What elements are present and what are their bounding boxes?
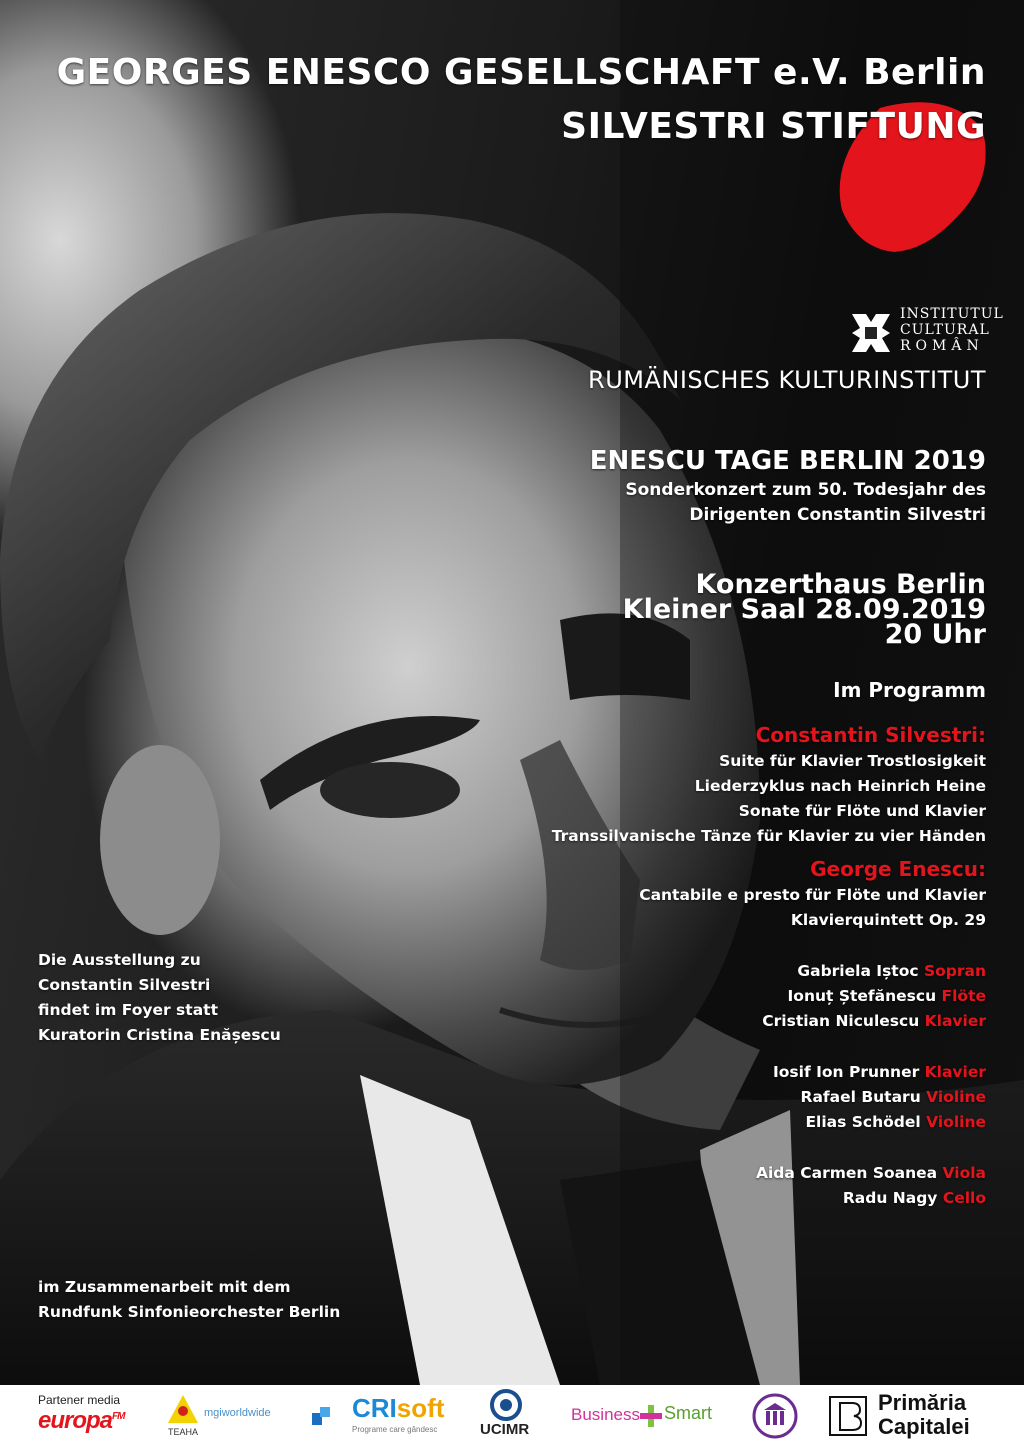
cube-icon (310, 1405, 332, 1427)
performer-role: Violine (926, 1088, 986, 1106)
performer (756, 1164, 986, 1182)
performer-name: Ionuț Ștefănescu (787, 987, 937, 1005)
performer-name: Aida Carmen Soanea (756, 1164, 938, 1182)
europa-word: europa (38, 1407, 113, 1434)
primaria-b-icon (828, 1395, 868, 1437)
performer-name: Gabriela Iștoc (797, 962, 919, 980)
sponsor-bar (0, 1385, 1024, 1448)
event-subtitle: Dirigenten Constantin Silvestri (689, 505, 986, 525)
performer (843, 1189, 986, 1207)
crisoft-logo (352, 1393, 444, 1424)
program-work: Cantabile e presto für Flöte und Klavier (639, 886, 986, 904)
performer-name: Iosif Ion Prunner (773, 1063, 920, 1081)
organizer-title: GEORGES ENESCO GESELLSCHAFT e.V. Berlin (56, 52, 986, 93)
performer (773, 1063, 986, 1081)
program-work: Klavierquintett Op. 29 (790, 911, 986, 929)
media-partner-label: Partener media (38, 1393, 121, 1407)
exhibition-line: Constantin Silvestri (38, 976, 211, 994)
performer (762, 1012, 986, 1030)
institute-name: RUMÄNISCHES KULTURINSTITUT (588, 366, 986, 394)
composer-name: George Enescu: (810, 857, 986, 881)
composer-name: Constantin Silvestri: (755, 723, 986, 747)
exhibition-line: findet im Foyer statt (38, 1001, 218, 1019)
performer-name: Rafael Butaru (800, 1088, 921, 1106)
performer-role: Viola (942, 1164, 986, 1182)
icr-cross-icon (848, 310, 894, 356)
teatra-triangle-icon (166, 1393, 200, 1427)
icr-line: ROMÂN (900, 338, 984, 354)
crisoft-tagline: Programe care gândesc (352, 1425, 438, 1434)
institution-emblem-icon (752, 1393, 798, 1439)
business-word: Business (571, 1405, 640, 1424)
icr-line: CULTURAL (900, 322, 990, 338)
performer-name: Radu Nagy (842, 1189, 938, 1207)
exhibition-note (38, 948, 281, 1048)
fm-word: FM (112, 1411, 125, 1422)
foundation-title: SILVESTRI STIFTUNG (561, 106, 986, 147)
primaria-line: Primăria (878, 1390, 967, 1415)
europa-fm-logo (38, 1407, 124, 1435)
event-subtitle: Sonderkonzert zum 50. Todesjahr des (625, 480, 986, 500)
cooperation-note (38, 1275, 340, 1325)
performer-name: Cristian Niculescu (762, 1012, 920, 1030)
venue-name: Konzerthaus Berlin (695, 569, 986, 600)
program-heading: Im Programm (833, 678, 986, 702)
performer-role: Cello (942, 1189, 986, 1207)
exhibition-line: Die Ausstellung zu (38, 951, 201, 969)
cooperation-line: Rundfunk Sinfonieorchester Berlin (38, 1303, 341, 1321)
soft-word: soft (396, 1393, 445, 1423)
performer-role: Klavier (924, 1063, 986, 1081)
cooperation-line: im Zusammenarbeit mit dem (38, 1278, 291, 1296)
performer (797, 962, 986, 980)
business-smart-cross-icon (640, 1405, 662, 1427)
ucimr-label: UCIMR (480, 1421, 530, 1438)
smart-word: Smart (664, 1403, 713, 1423)
cri-word: CRI (352, 1393, 397, 1423)
program-work: Liederzyklus nach Heinrich Heine (694, 777, 986, 795)
ucimr-swirl-icon (490, 1389, 522, 1421)
mgi-logo: mgiworldwide (204, 1407, 271, 1419)
performer-role: Violine (926, 1113, 986, 1131)
icr-wordmark (900, 306, 1004, 354)
event-time: 20 Uhr (884, 619, 986, 650)
performer-name: Elias Schödel (805, 1113, 921, 1131)
venue-date: Kleiner Saal 28.09.2019 (622, 594, 986, 625)
performer (788, 987, 986, 1005)
performer-role: Flöte (941, 987, 986, 1005)
program-work: Sonate für Flöte und Klavier (738, 802, 986, 820)
performer (805, 1113, 986, 1131)
performer-role: Sopran (923, 962, 986, 980)
icr-line: INSTITUTUL (900, 306, 1004, 322)
primaria-line: Capitalei (878, 1414, 970, 1439)
performer (801, 1088, 986, 1106)
exhibition-line: Kuratorin Cristina Enășescu (38, 1026, 281, 1044)
teatra-label: TEAHA (168, 1427, 199, 1437)
institute-logo (848, 306, 1004, 358)
primaria-logo (878, 1391, 970, 1439)
program-work: Suite für Klavier Trostlosigkeit (719, 752, 986, 770)
program-work: Transsilvanische Tänze für Klavier zu vier Händen (551, 827, 986, 845)
performer-role: Klavier (924, 1012, 986, 1030)
festival-title: ENESCU TAGE BERLIN 2019 (589, 446, 986, 476)
